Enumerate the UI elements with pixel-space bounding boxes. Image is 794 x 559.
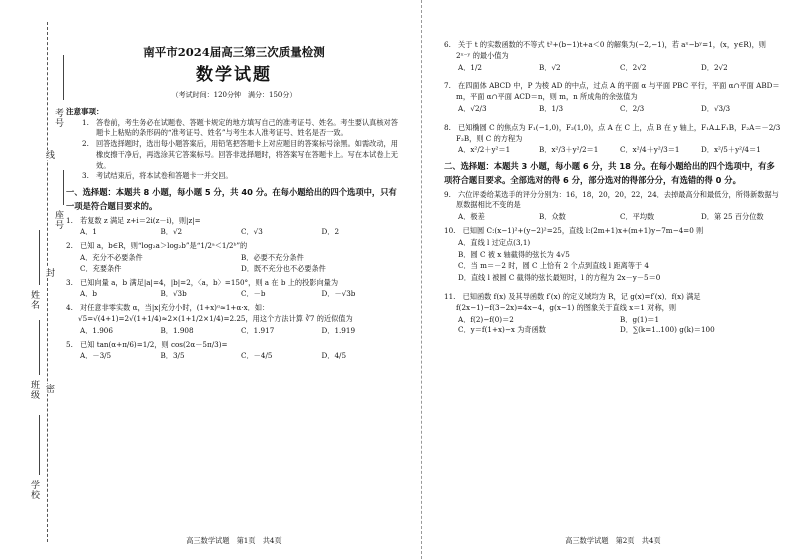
q2-options	[66, 253, 402, 275]
seat-line	[63, 170, 64, 205]
option: B．必要不充分条件	[241, 253, 304, 263]
option: B．x²/3＋y²/2＝1	[539, 145, 599, 155]
q6-options	[444, 63, 782, 74]
option: C．y＝f(1+x)−x 为奇函数	[458, 325, 546, 335]
subject-title: 数学试题	[196, 65, 272, 86]
option: C．平均数	[620, 212, 655, 222]
cut-line	[47, 22, 48, 542]
option: A．1	[80, 227, 97, 237]
option: A．1/2	[458, 62, 482, 72]
question-6: 6. 关于 t 的实数函数的不等式 t²+(b−1)t+a＜0 的解集为(−2,−1)，若 aˣ−bʸ=1，(x，y∈R)，则 2ˣ⁻ʸ 的最小值为	[444, 40, 766, 60]
q1-options	[66, 227, 402, 238]
name-line	[39, 230, 40, 285]
option: B．√2	[539, 62, 561, 72]
option: D．2	[321, 227, 340, 237]
option: D．－√3b	[321, 289, 356, 299]
q11-options	[444, 315, 782, 337]
question-8: 8. 已知椭圆 C 的焦点为 F₁(−1,0)，F₂(1,0)，点 A 在 C 上，点 B 在 y 轴上，F₁A⊥F₁B，F₂A＝－2/3 F₂B，则 C 的方程为	[444, 122, 781, 143]
page-footer: 高三数学试题 第2页 共4页	[565, 536, 661, 545]
option: A．充分不必要条件	[80, 253, 143, 263]
option: D．√3/3	[701, 103, 731, 113]
option: C．－b	[241, 289, 266, 299]
question-2: 2. 已知 a，b∈R，则“log₂a＞log₂b”是“1/2ᵃ＜1/2ᵇ”的	[66, 241, 248, 251]
option: A．f(2)−f(0)＝2	[458, 314, 514, 324]
question-9: 9. 六位评委给某选手的评分分别为：16，18，20，20，22，24．去掉最高分和最低分，所得新数据与原数据相比不变的是	[444, 189, 779, 210]
option: C．2√2	[620, 62, 647, 72]
option: C．充要条件	[80, 263, 122, 273]
question-3: 3. 已知向量 a，b 满足|a|=4，|b|=2，〈a，b〉=150°，则 a 在 b 上的投影向量为	[66, 277, 339, 287]
question-1: 1. 若复数 z 满足 z+i＝2i(z－i)，则|z|=	[66, 215, 201, 225]
class-line	[39, 320, 40, 375]
notice-item: 2. 回答选择题时，选出每小题答案后，用铅笔把答题卡上对应题目的答案标号涂黑。如需改动，用橡皮擦干净后，再选涂其它答案标号。回答非选择题时，将答案写在答题卡上。写在本试卷上无效。	[82, 139, 398, 170]
question-5: 5. 已知 tan(α+π/6)=1/2，则 cos(2α－5π/3)=	[66, 339, 228, 349]
option: B．3/5	[160, 351, 185, 361]
option: D．x²/5＋y²/4＝1	[701, 145, 761, 155]
page-divider	[421, 0, 422, 559]
page-1	[66, 0, 402, 559]
q7-options	[444, 104, 782, 115]
page-footer: 高三数学试题 第1页 共4页	[186, 536, 282, 545]
cut-mark-secret: 密	[44, 384, 54, 394]
question-11: 11. 已知函数 f(x) 及其导函数 f′(x) 的定义域均为 R，记 g(x)=f′(x)．f(x) 满足 f(2x−1)−f(3−2x)=4x−4，g(x−1) 的图象关于直线 x＝1 对称，则	[444, 291, 701, 312]
option: B．g(1)＝1	[620, 314, 660, 324]
option: C．√3	[241, 227, 263, 237]
binding-margin	[0, 0, 63, 559]
option: A．1.906	[80, 325, 113, 335]
option: A．x²/2＋y²＝1	[458, 145, 511, 155]
option: D．直线 l 被圆 C 截得的弦长最短时，l 的方程为 2x－y－5＝0	[458, 273, 661, 283]
school-label: 学校	[29, 480, 39, 500]
option: A．－3/5	[80, 351, 112, 361]
option: A．极差	[458, 212, 485, 222]
option: B．圆 C 被 x 轴截得的弦长为 4√5	[458, 249, 570, 259]
q3-options	[66, 289, 402, 300]
option: D．2√2	[701, 62, 728, 72]
exam-no-label: 考号	[53, 108, 63, 128]
notice-heading: 注意事项：	[66, 107, 104, 117]
notice-item: 3. 考试结束后，将本试卷和答题卡一并交回。	[82, 171, 233, 181]
exam-no-line	[63, 55, 64, 100]
notice-item: 1. 答卷前，考生务必在试题卷、答题卡规定的地方填写自己的准考证号、姓名。考生要认真核对答题卡上粘贴的条形码的“准考证号、姓名”与考生本人准考证号、姓名是否一致。	[82, 117, 398, 138]
exam-info: （考试时间：120分钟 满分：150分）	[171, 90, 297, 99]
exam-title: 南平市2024届高三第三次质量检测	[143, 45, 325, 59]
cut-mark-seal: 封	[44, 268, 54, 278]
q8-options	[444, 145, 782, 156]
option: A．√2/3	[458, 103, 487, 113]
question-4: 4. 对任意非零实数 α，当|x|充分小时，(1+x)ᵅ≈1+α·x．如：√5=√(4+1)=2√(1+1/4)≈2×(1+1/2×1/4)=2.25，用这个方法计算 ∛7 的近似值为	[66, 303, 353, 324]
option: C．2/3	[620, 103, 645, 113]
option: A．直线 l 过定点(3,1)	[458, 237, 531, 247]
school-line	[39, 415, 40, 475]
option: D．第 25 百分位数	[701, 212, 764, 222]
q9-options	[444, 212, 782, 223]
name-label: 姓名	[29, 290, 39, 310]
option: C．当 m＝－2 时，圆 C 上恰有 2 个点到直线 l 距离等于 4	[458, 261, 649, 271]
option: B．√2	[160, 227, 183, 237]
question-7: 7. 在四面体 ABCD 中，P 为棱 AD 的中点，过点 A 的平面 α 与平面 PBC 平行，平面 α∩平面 ABD＝m，平面 α∩平面 ACD＝n，则 m，n 所成角的余弦值为	[444, 81, 780, 102]
option: B．1.908	[160, 325, 194, 335]
option: B．√3b	[160, 289, 187, 299]
seat-label: 座号	[53, 210, 63, 230]
question-10: 10. 已知圆 C:(x−1)²+(y−2)²=25，直线 l:(2m+1)x+(m+1)y−7m−4=0 则	[444, 225, 704, 235]
cut-mark-line: 线	[44, 150, 54, 160]
page-2	[444, 0, 782, 559]
option: D．∑(k=1..100) g(k)＝100	[620, 325, 715, 335]
option: A．b	[80, 289, 97, 299]
option: B．1/3	[539, 103, 564, 113]
option: C．x²/4＋y²/3＝1	[620, 145, 680, 155]
q4-options	[66, 326, 402, 337]
option: D．4/5	[321, 351, 347, 361]
q5-options	[66, 351, 402, 362]
section-2-heading: 二、选择题：本题共 3 小题，每小题 6 分，共 18 分。在每小题给出的四个选项中，有多项符合题目要求。全部选对的得 6 分，部分选对的得部分分，有选错的得 0 分。	[444, 161, 775, 185]
class-label: 班级	[29, 380, 39, 400]
section-1-heading: 一、选择题：本题共 8 小题，每小题 5 分，共 40 分。在每小题给出的四个选项中，只有一项是符合题目要求的。	[66, 187, 397, 211]
option: C．1.917	[241, 325, 275, 335]
option: B．众数	[539, 212, 566, 222]
option: D．1.919	[321, 325, 356, 335]
option: D．既不充分也不必要条件	[241, 263, 326, 273]
option: C．－4/5	[241, 351, 273, 361]
